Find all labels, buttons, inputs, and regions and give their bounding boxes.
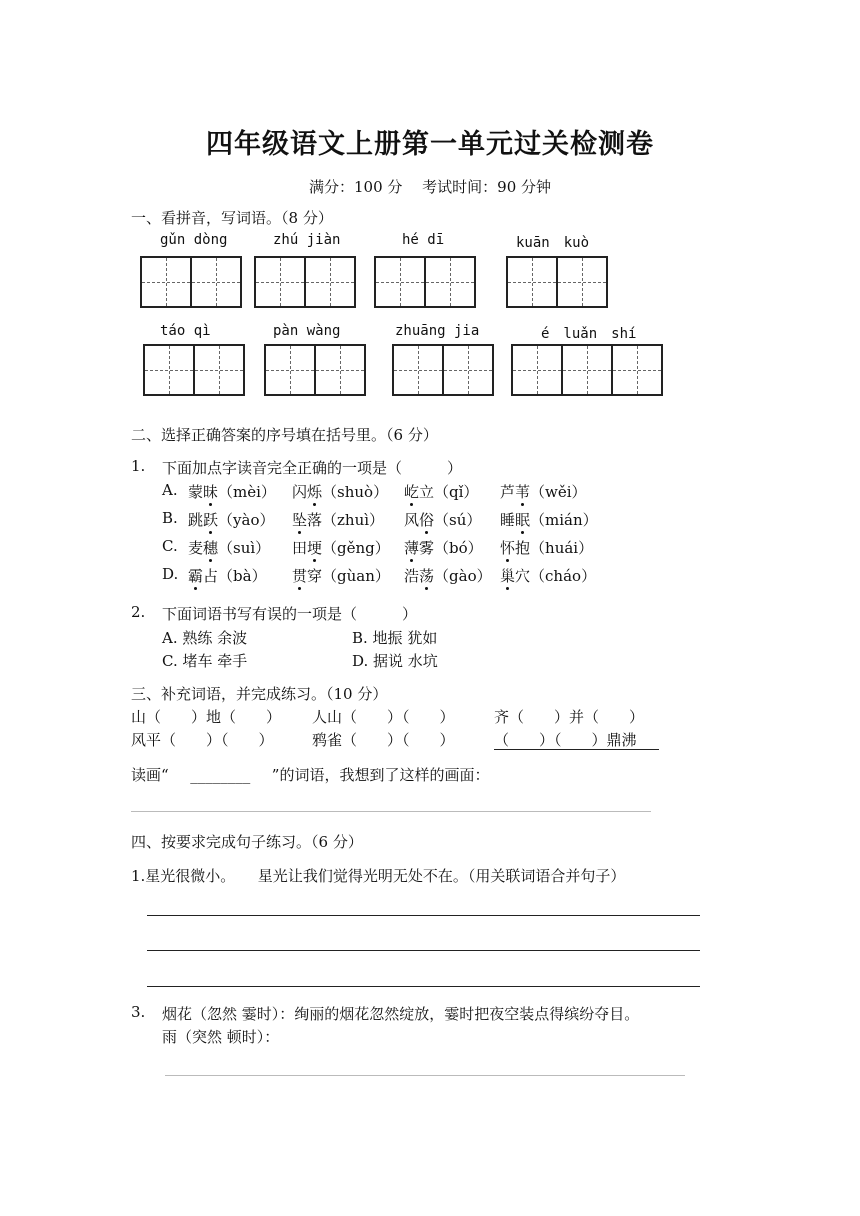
- dotted-char: 昧: [203, 483, 219, 501]
- exam-meta: 满分：100 分 考试时间：90 分钟: [308, 178, 552, 196]
- char-grid-2[interactable]: [254, 256, 354, 308]
- pinyin-6: pàn wàng: [273, 323, 341, 339]
- idiom-5[interactable]: 鸦雀（ ）（ ）: [312, 731, 455, 749]
- word-post: 立: [419, 483, 435, 501]
- dotted-char: 烁: [307, 483, 323, 501]
- dotted-char: 屹: [404, 483, 420, 501]
- answer-line-1[interactable]: [147, 915, 700, 916]
- dotted-char: 穗: [203, 539, 219, 557]
- word-pre: 芦: [500, 483, 516, 501]
- word-pre: 跳: [188, 511, 204, 529]
- section1-heading: 一、看拼音，写词语。（8 分）: [131, 209, 333, 227]
- q1-option-label[interactable]: A.: [162, 481, 178, 499]
- dotted-char: 霸: [188, 567, 204, 585]
- q1-option-word: [292, 565, 390, 586]
- pinyin-1: gǔn dòng: [160, 232, 228, 248]
- pinyin-5: táo qì: [160, 323, 211, 339]
- dotted-char: 坠: [292, 511, 308, 529]
- word-post: 穿: [307, 567, 323, 585]
- char-grid-5[interactable]: [143, 344, 243, 396]
- q2-option-d[interactable]: D. 据说 水坑: [352, 652, 438, 670]
- q1-option-word: [404, 509, 481, 530]
- word-post: 雾: [419, 539, 435, 557]
- pinyin-4: kuān kuò: [516, 235, 590, 251]
- page-title: 四年级语文上册第一单元过关检测卷: [206, 129, 654, 160]
- word-py: （shuò）: [322, 483, 389, 501]
- answer-line-2[interactable]: [147, 950, 700, 951]
- s4-q3-number: 3.: [131, 1003, 146, 1021]
- word-py: （gào）: [434, 567, 492, 585]
- prompt-pre: 读画“: [131, 766, 169, 784]
- q2-option-b[interactable]: B. 地振 犹如: [352, 629, 438, 647]
- section2-heading: 二、选择正确答案的序号填在括号里。（6 分）: [131, 426, 438, 444]
- dotted-char: 跃: [203, 511, 219, 529]
- word-pre: 睡: [500, 511, 516, 529]
- word-pre: 麦: [188, 539, 204, 557]
- q1-option-word: [404, 565, 492, 586]
- q2-option-c[interactable]: C. 堵车 牵手: [162, 652, 248, 670]
- word-py: （yào）: [218, 511, 275, 529]
- q1-option-label[interactable]: B.: [162, 509, 178, 527]
- word-post: 占: [203, 567, 219, 585]
- word-pre: 风: [404, 511, 420, 529]
- word-py: （wěi）: [530, 483, 587, 501]
- s4-q3-task: 雨（突然 顿时）：: [162, 1028, 280, 1046]
- word-py: （sú）: [434, 511, 482, 529]
- dotted-char: 贯: [292, 567, 308, 585]
- word-py: （suì）: [218, 539, 271, 557]
- word-py: （bà）: [218, 567, 267, 585]
- word-py: （gùan）: [322, 567, 390, 585]
- answer-line-4[interactable]: [165, 1075, 685, 1076]
- q2-option-a[interactable]: A. 熟练 余波: [162, 629, 248, 647]
- answer-line-s3[interactable]: [131, 811, 651, 812]
- word-py: （bó）: [434, 539, 483, 557]
- q1-option-word: [404, 481, 478, 502]
- word-post: 落: [307, 511, 323, 529]
- idiom-4[interactable]: 风平（ ）（ ）: [131, 731, 274, 749]
- dotted-char: 埂: [307, 539, 323, 557]
- q1-option-word: [188, 537, 270, 558]
- word-post: 穴: [515, 567, 531, 585]
- q1-option-word: [500, 509, 598, 530]
- q1-option-label[interactable]: C.: [162, 537, 178, 555]
- dotted-char: 荡: [419, 567, 435, 585]
- idiom-6[interactable]: （ ）（ ）鼎沸: [494, 731, 637, 749]
- q1-option-word: [404, 537, 483, 558]
- s4-q1-text: 1.星光很微小。 星光让我们觉得光明无处不在。（用关联词语合并句子）: [131, 867, 626, 885]
- char-grid-7[interactable]: [392, 344, 492, 396]
- word-py: （cháo）: [530, 567, 597, 585]
- char-grid-6[interactable]: [264, 344, 364, 396]
- prompt-blank[interactable]: ________: [190, 766, 251, 784]
- word-pre: 蒙: [188, 483, 204, 501]
- q1-option-word: [292, 537, 390, 558]
- section3-heading: 三、补充词语，并完成练习。（10 分）: [131, 685, 388, 703]
- word-py: （mèi）: [218, 483, 276, 501]
- char-grid-1[interactable]: [140, 256, 240, 308]
- word-py: （zhuì）: [322, 511, 385, 529]
- word-pre: 浩: [404, 567, 420, 585]
- q2-number: 2.: [131, 603, 146, 621]
- word-py: （mián）: [530, 511, 598, 529]
- char-grid-4[interactable]: [506, 256, 606, 308]
- word-py: （huái）: [530, 539, 594, 557]
- q1-option-word: [500, 481, 587, 502]
- pinyin-2: zhú jiàn: [273, 232, 341, 248]
- pinyin-7: zhuāng jia: [395, 323, 480, 339]
- dotted-char: 苇: [515, 483, 531, 501]
- dotted-char: 薄: [404, 539, 420, 557]
- idiom-1[interactable]: 山（ ）地（ ）: [131, 708, 282, 726]
- char-grid-8[interactable]: [511, 344, 661, 396]
- reading-prompt: [131, 764, 489, 785]
- pinyin-8: é luǎn shí: [541, 326, 637, 342]
- q1-option-word: [292, 481, 388, 502]
- word-pre: 闪: [292, 483, 308, 501]
- char-grid-3[interactable]: [374, 256, 474, 308]
- q1-number: 1.: [131, 457, 146, 475]
- word-pre: 田: [292, 539, 308, 557]
- dotted-char: 眠: [515, 511, 531, 529]
- section4-heading: 四、按要求完成句子练习。（6 分）: [131, 833, 363, 851]
- q1-option-word: [500, 537, 593, 558]
- q1-option-word: [292, 509, 384, 530]
- q1-text: 下面加点字读音完全正确的一项是（ ）: [162, 459, 463, 477]
- q2-text: 下面词语书写有误的一项是（ ）: [162, 605, 418, 623]
- q1-option-label[interactable]: D.: [162, 565, 179, 583]
- word-py: （qǐ）: [434, 483, 479, 501]
- idiom-3[interactable]: 齐（ ）并（ ）: [494, 708, 645, 726]
- q1-option-word: [188, 509, 274, 530]
- q1-option-word: [500, 565, 596, 586]
- idiom-2[interactable]: 人山（ ）（ ）: [312, 708, 455, 726]
- word-post: 抱: [515, 539, 531, 557]
- s4-q3-example: 烟花（忽然 霎时）：绚丽的烟花忽然绽放，霎时把夜空装点得缤纷夺目。: [162, 1005, 640, 1023]
- word-py: （gěng）: [322, 539, 390, 557]
- q1-option-word: [188, 481, 276, 502]
- dotted-char: 巢: [500, 567, 516, 585]
- pinyin-3: hé dī: [402, 232, 445, 248]
- q1-option-word: [188, 565, 267, 586]
- answer-line-3[interactable]: [147, 986, 700, 987]
- prompt-post: ”的词语，我想到了这样的画面：: [271, 766, 490, 784]
- idiom-6-underline: [494, 749, 659, 750]
- dotted-char: 怀: [500, 539, 516, 557]
- dotted-char: 俗: [419, 511, 435, 529]
